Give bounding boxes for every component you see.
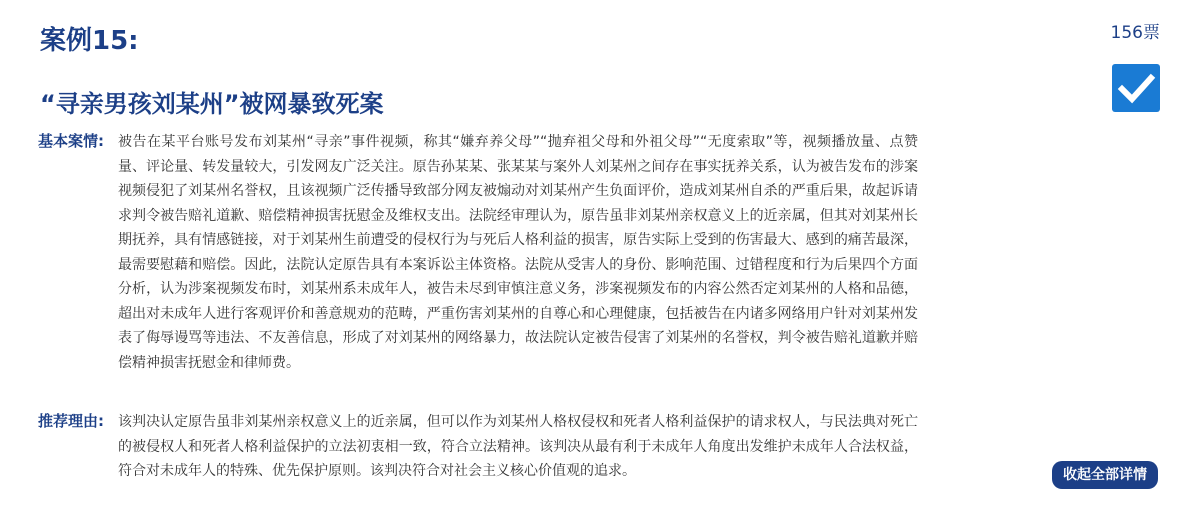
recommendation-label: 推荐理由: — [38, 412, 104, 430]
basic-facts-text: 被告在某平台账号发布刘某州“寻亲”事件视频，称其“嫌弃养父母”“抛弃祖父母和外祖父母”“无度索取”等，视频播放量、点赞量、评论量、转发量较大，引发网友广泛关注。原告孙某某、张某某与案外人刘某州之间存在事实抚养关系，认为被告发布的涉案视频侵犯了刘某州名誉权，且该视频广泛传播导致部分网友被煽动对刘某州产生负面评价，造成刘某州自杀的严重后果，故起诉请求判令被告赔礼道歉、赔偿精神损害抚慰金及维权支出。法院经审理认为，原告虽非刘某州亲权意义上的近亲属，但其对刘某州长期抚养，具有情感链接，对于刘某州生前遭受的侵权行为与死后人格利益的损害，原告实际上受到的伤害最大、感到的痛苦最深，最需要慰藉和赔偿。因此，法院认定原告具有本案诉讼主体资格。法院从受害人的身份、影响范围、过错程度和行为后果四个方面分析，认为涉案视频发布时，刘某州系未成年人，被告未尽到审慎注意义务，涉案视频发布的内容公然否定刘某州的人格和品德，超出对未成年人进行客观评价和善意规劝的范畴，严重伤害刘某州的自尊心和心理健康，包括被告在内诸多网络用户针对刘某州发表了侮辱谩骂等违法、不友善信息，形成了对刘某州的网络暴力，故法院认定被告侵害了刘某州的名誉权，判令被告赔礼道歉并赔偿精神损害抚慰金和律师费。 — [118, 134, 918, 371]
collapse-details-button[interactable]: 收起全部详情 — [1052, 461, 1158, 489]
case-number: 案例15: — [40, 26, 139, 56]
checkmark-icon — [1112, 64, 1160, 112]
basic-facts-label: 基本案情: — [38, 132, 104, 150]
vote-checkbox[interactable] — [1112, 64, 1160, 112]
recommendation-text: 该判决认定原告虽非刘某州亲权意义上的近亲属，但可以作为刘某州人格权侵权和死者人格利益保护的请求权人，与民法典对死亡的被侵权人和死者人格利益保护的立法初衷相一致，符合立法精神。该判决从最有利于未成年人角度出发维护未成年人合法权益，符合对未成年人的特殊、优先保护原则。该判决符合对社会主义核心价值观的追求。 — [118, 414, 918, 479]
vote-count: 156票 — [1110, 23, 1160, 43]
case-title: “寻亲男孩刘某州”被网暴致死案 — [40, 90, 384, 118]
